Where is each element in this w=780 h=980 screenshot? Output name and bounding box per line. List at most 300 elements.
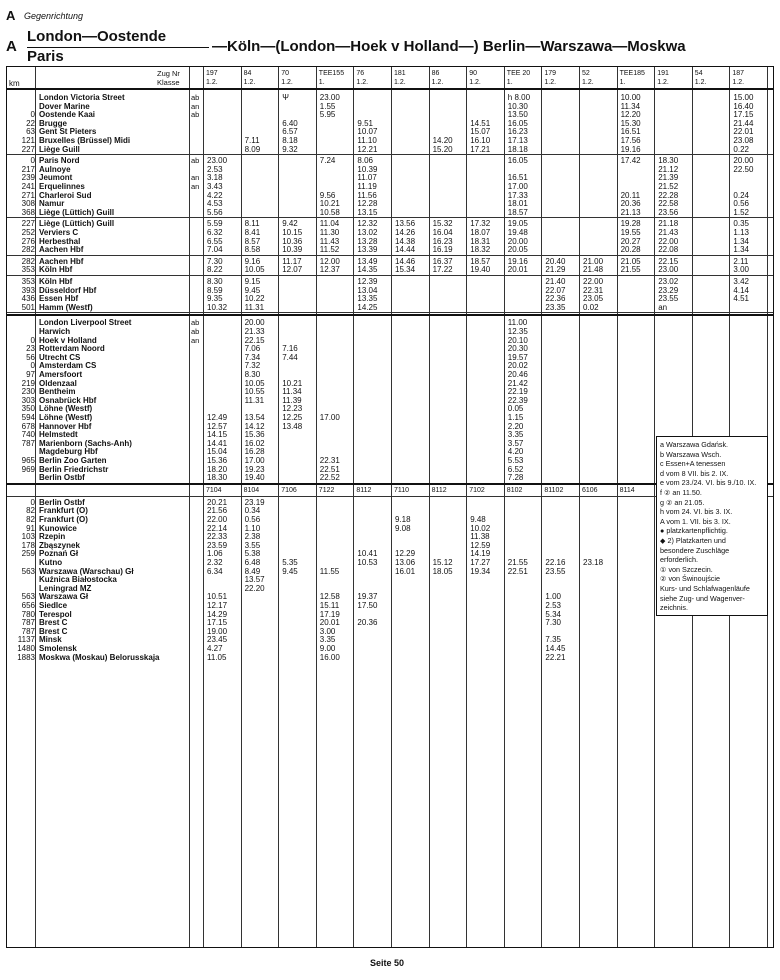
- time-cell: 11.31: [244, 302, 265, 312]
- section-letter: A: [6, 8, 16, 23]
- time-cell: 21.48: [583, 265, 604, 275]
- time-cell: 11.05: [207, 652, 227, 662]
- arr-dep-marker: ab: [191, 327, 200, 336]
- time-cell: 7.35: [545, 635, 561, 645]
- time-cell: 19.55: [620, 228, 641, 237]
- station-name: Brest C: [39, 626, 68, 636]
- time-cell: 17.15: [733, 110, 754, 120]
- time-cell: 1.00: [545, 592, 561, 602]
- time-cell: 21.55: [507, 558, 528, 567]
- time-cell: 20.36: [357, 618, 378, 628]
- time-cell: 8.11: [244, 219, 260, 229]
- time-cell: 22.28: [658, 190, 679, 200]
- time-cell: 16.05: [507, 156, 528, 166]
- train-class: 1.2.: [544, 79, 557, 86]
- time-cell: 22.15: [658, 256, 679, 266]
- header-rule: [7, 88, 773, 90]
- km-value: 0: [30, 110, 35, 120]
- train-number: 81102: [544, 486, 564, 494]
- time-cell: 1.34: [733, 236, 749, 246]
- time-cell: 1.06: [207, 549, 223, 559]
- km-value: 23: [26, 344, 35, 354]
- train-class: 1.2.: [469, 79, 481, 86]
- time-cell: 10.41: [357, 549, 378, 559]
- time-cell: 2.11: [733, 256, 749, 266]
- station-name: Aachen Hbf: [39, 256, 84, 266]
- time-cell: 23.05: [583, 294, 604, 304]
- time-cell: 7.30: [207, 256, 223, 266]
- section-letter-2: A: [6, 38, 17, 55]
- time-cell: 21.55: [620, 265, 641, 275]
- train-number: 6106: [582, 486, 598, 494]
- time-cell: 20.40: [545, 256, 566, 266]
- train-number: 181: [394, 70, 406, 77]
- time-cell: 14.38: [395, 236, 416, 246]
- section-rule: [7, 255, 773, 256]
- time-cell: 5.34: [545, 609, 561, 619]
- time-cell: 10.05: [244, 378, 265, 388]
- arr-dep-marker: ab: [191, 318, 200, 328]
- km-value: 230: [21, 387, 35, 397]
- time-cell: 11.00: [507, 318, 528, 328]
- col-divider: [316, 67, 317, 947]
- time-cell: 4.22: [207, 190, 223, 200]
- time-cell: 10.21: [319, 199, 340, 209]
- time-cell: 12.25: [282, 413, 303, 422]
- train-number: 8114: [619, 486, 635, 494]
- station-name: Osnabrück Hbf: [39, 395, 97, 405]
- time-cell: 9.48: [470, 515, 486, 524]
- train-number: 54: [694, 70, 703, 77]
- time-cell: 22.01: [733, 127, 754, 137]
- time-cell: 0.05: [507, 404, 524, 414]
- time-cell: 10.30: [507, 101, 528, 111]
- time-cell: 5.53: [507, 456, 524, 465]
- km-value: 436: [21, 294, 35, 304]
- time-cell: 10.07: [357, 127, 378, 137]
- col-divider: [391, 67, 392, 947]
- train-class: 1.2.: [356, 79, 369, 86]
- legend-entry: e vom 23./24. VI. bis 9./10. IX.: [660, 478, 757, 488]
- time-cell: 1.34: [733, 245, 749, 255]
- time-cell: 0.02: [583, 302, 599, 312]
- station-name: Kuźnica Białostocka: [39, 575, 117, 585]
- time-cell: 12.29: [395, 549, 416, 559]
- time-cell: 14.26: [395, 228, 416, 237]
- time-cell: 21.52: [658, 182, 679, 191]
- train-number: 179: [544, 70, 557, 77]
- km-value: 1137: [17, 635, 35, 645]
- legend-entry: b Warszawa Wsch.: [660, 449, 722, 459]
- arr-dep-marker: ab: [191, 110, 200, 120]
- time-cell: 23.55: [658, 294, 679, 304]
- time-cell: 7.24: [319, 156, 336, 166]
- km-value: 350: [21, 404, 35, 414]
- time-cell: 4.51: [733, 294, 749, 304]
- time-cell: 1.10: [244, 523, 261, 533]
- origin-line-2: Paris: [27, 48, 64, 65]
- km-value: 241: [21, 182, 35, 191]
- km-value: 0: [30, 156, 35, 166]
- time-cell: 18.20: [207, 464, 228, 474]
- time-cell: 8.57: [244, 236, 261, 246]
- legend-entry: c Essen+A tenessen: [660, 459, 726, 469]
- time-cell: 6.52: [507, 464, 524, 474]
- time-cell: 12.17: [207, 601, 228, 610]
- time-cell: 21.42: [507, 378, 528, 388]
- time-cell: 23.19: [244, 497, 265, 507]
- route-title: —Köln—(London—Hoek v Holland—) Berlin—Warszawa—Moskwa: [212, 38, 686, 55]
- time-cell: 9.56: [319, 190, 336, 200]
- time-cell: 21.13: [620, 207, 641, 217]
- train-number: 7106: [281, 486, 297, 494]
- time-cell: 17.15: [207, 618, 228, 628]
- time-cell: 18.31: [470, 236, 491, 246]
- time-cell: 10.05: [244, 265, 265, 275]
- time-cell: 3.35: [319, 635, 336, 645]
- station-name: Utrecht CS: [39, 352, 81, 362]
- time-cell: 0.24: [733, 190, 749, 200]
- km-value: 353: [21, 277, 35, 286]
- time-cell: 22.50: [733, 164, 754, 174]
- station-name: Poznań Gł: [39, 549, 79, 559]
- time-cell: 19.40: [470, 265, 491, 275]
- time-cell: 10.51: [207, 592, 228, 602]
- station-name: Erquelinnes: [39, 182, 85, 191]
- time-cell: 23.45: [207, 635, 228, 645]
- time-cell: 22.52: [319, 473, 340, 483]
- time-cell: 1.15: [507, 413, 524, 422]
- train-number: 90: [469, 70, 477, 77]
- time-cell: 23.00: [319, 93, 340, 102]
- time-cell: 18.30: [207, 473, 228, 483]
- time-cell: 13.06: [395, 558, 416, 567]
- train-number: 187: [732, 70, 745, 77]
- time-cell: 23.29: [658, 285, 679, 295]
- station-name: Warszawa Gł: [39, 592, 89, 602]
- time-cell: 8.18: [282, 136, 298, 145]
- legend-entry: zeichnis.: [660, 603, 688, 613]
- time-cell: 3.42: [733, 277, 749, 286]
- col-divider: [429, 67, 430, 947]
- time-cell: 11.56: [357, 190, 377, 200]
- time-cell: 23.55: [545, 566, 566, 576]
- time-cell: 21.29: [545, 265, 566, 275]
- time-cell: 17.00: [244, 456, 265, 465]
- time-cell: 13.56: [395, 219, 416, 229]
- time-cell: 8.22: [207, 265, 223, 275]
- station-name: Oldenzaal: [39, 378, 77, 388]
- station-name: Marienborn (Sachs-Anh): [39, 438, 132, 448]
- time-cell: 20.00: [733, 156, 754, 166]
- time-cell: h 8.00: [507, 93, 531, 102]
- time-cell: 14.25: [357, 302, 378, 312]
- time-cell: 20.02: [507, 361, 528, 371]
- time-cell: 19.57: [507, 352, 528, 362]
- time-cell: 10.39: [282, 245, 303, 255]
- time-cell: 22.19: [507, 387, 528, 397]
- time-cell: 21.39: [658, 173, 679, 183]
- time-cell: 6.55: [207, 236, 223, 246]
- time-cell: 4.27: [207, 644, 223, 653]
- station-name: Charleroi Sud: [39, 190, 92, 200]
- train-number: 76: [356, 70, 365, 77]
- time-cell: 20.00: [507, 236, 528, 246]
- time-cell: 18.07: [470, 228, 491, 237]
- time-cell: 22.39: [507, 395, 528, 405]
- km-value: 594: [21, 413, 35, 422]
- km-value: 787: [21, 618, 35, 628]
- train-number: TEE155: [318, 70, 345, 77]
- km-value: 787: [21, 626, 35, 636]
- time-cell: 18.57: [470, 256, 491, 266]
- km-value: 217: [21, 164, 35, 174]
- legend-entry: f ② an 11.50.: [660, 487, 702, 497]
- station-name: Berlin Friedrichstr: [39, 464, 109, 474]
- km-value: 271: [21, 190, 35, 200]
- station-name: Berlin Zoo Garten: [39, 456, 107, 465]
- station-name: London Liverpool Street: [39, 318, 132, 328]
- time-cell: 2.53: [207, 164, 223, 174]
- legend-entry: g ② an 21.05.: [660, 497, 705, 507]
- train-class: 1.2.: [243, 79, 256, 86]
- time-cell: 3.55: [244, 540, 261, 550]
- page-number: Seite 50: [370, 958, 405, 968]
- train-number: 52: [582, 70, 590, 77]
- legend-entry: a Warszawa Gdańsk.: [660, 440, 729, 449]
- station-name: Aachen Hbf: [39, 245, 84, 255]
- time-cell: 3.35: [507, 430, 524, 440]
- time-cell: 14.45: [545, 644, 566, 653]
- time-cell: 21.40: [545, 277, 566, 286]
- time-cell: 16.02: [244, 438, 265, 448]
- station-name: Paris Nord: [39, 156, 80, 166]
- station-name: Berlin Ostbf: [39, 497, 85, 507]
- time-cell: 15.20: [432, 144, 453, 154]
- time-cell: 16.00: [319, 652, 340, 662]
- km-value: 282: [21, 256, 35, 266]
- time-cell: 17.22: [432, 265, 453, 275]
- time-cell: 5.59: [207, 219, 223, 229]
- time-cell: 17.33: [507, 190, 528, 200]
- time-cell: 12.35: [507, 327, 528, 336]
- train-class: 1.2.: [732, 79, 745, 86]
- time-cell: 20.21: [207, 497, 228, 507]
- section-rule: [7, 217, 773, 218]
- time-cell: 21.12: [658, 164, 679, 174]
- legend-entry: ● platzkartenpflichtig.: [660, 526, 728, 536]
- time-cell: 7.44: [282, 352, 298, 362]
- time-cell: 13.48: [282, 421, 303, 431]
- time-cell: 13.57: [244, 575, 265, 585]
- time-cell: 3.43: [207, 182, 223, 191]
- time-cell: 0.34: [244, 506, 261, 516]
- time-cell: 17.32: [470, 219, 491, 229]
- time-cell: 19.37: [357, 592, 378, 602]
- col-divider-abfahrt: [189, 67, 190, 947]
- legend-entry: erforderlich.: [660, 555, 698, 565]
- time-cell: 4.20: [507, 447, 524, 457]
- station-name: Amsterdam CS: [39, 361, 97, 371]
- km-value: 965: [21, 456, 35, 465]
- time-cell: 0.56: [733, 199, 749, 209]
- km-value: 563: [21, 566, 35, 576]
- km-value: 259: [21, 549, 35, 559]
- time-cell: 22.51: [507, 566, 528, 576]
- time-cell: 22.31: [583, 285, 604, 295]
- train-class: 1.2.: [582, 79, 594, 86]
- time-cell: 20.05: [507, 245, 528, 255]
- col-divider: [541, 67, 542, 947]
- station-name: Smolensk: [39, 644, 77, 653]
- time-cell: 18.05: [432, 566, 453, 576]
- km-value: 103: [21, 532, 35, 542]
- km-value: 787: [21, 438, 35, 448]
- time-cell: 10.21: [282, 378, 303, 388]
- time-cell: 12.20: [620, 110, 641, 120]
- arr-dep-marker: an: [191, 335, 200, 345]
- time-cell: 19.48: [507, 228, 528, 237]
- time-cell: 18.57: [507, 207, 528, 217]
- time-cell: 13.15: [357, 207, 378, 217]
- legend-entry: ◆ 2) Platzkarten und: [660, 535, 726, 545]
- arr-dep-marker: an: [191, 182, 200, 191]
- station-name: Hoek v Holland: [39, 335, 97, 345]
- station-name: Liège Guill: [39, 144, 80, 154]
- km-value: 121: [21, 136, 35, 145]
- time-cell: 17.00: [507, 182, 528, 191]
- station-name: Köln Hbf: [39, 265, 73, 275]
- time-cell: 16.40: [733, 101, 754, 111]
- km-value: 308: [21, 199, 35, 209]
- km-value: 227: [21, 219, 35, 229]
- time-cell: 1.13: [733, 228, 749, 237]
- time-cell: 12.57: [207, 421, 228, 431]
- km-value: 303: [21, 395, 35, 405]
- time-cell: 22.31: [319, 456, 340, 465]
- time-cell: 11.39: [282, 395, 302, 405]
- time-cell: 16.04: [432, 228, 453, 237]
- station-name: Herbesthal: [39, 236, 81, 246]
- station-name: Frankfurt (O): [39, 506, 88, 516]
- time-cell: 8.59: [207, 285, 223, 295]
- section-rule: [7, 312, 773, 313]
- km-value: 63: [26, 127, 35, 137]
- train-number: 8112: [356, 486, 372, 494]
- station-name: Liège (Lüttich) Guill: [39, 207, 115, 217]
- time-cell: 8.58: [244, 245, 261, 255]
- time-cell: 11.19: [357, 182, 377, 191]
- time-cell: 10.58: [319, 207, 340, 217]
- arr-dep-marker: an: [191, 101, 200, 111]
- station-name: Brest C: [39, 618, 68, 628]
- train-number: 191: [657, 70, 669, 77]
- station-name: Hamm (Westf): [39, 302, 93, 312]
- train-number: 7110: [394, 486, 410, 494]
- km-value: 178: [21, 540, 35, 550]
- time-cell: 21.00: [583, 256, 604, 266]
- time-cell: 7.16: [282, 344, 298, 354]
- legend-entry: ① von Szczecin.: [660, 564, 713, 574]
- time-cell: 19.16: [620, 144, 641, 154]
- time-cell: 14.44: [395, 245, 416, 255]
- time-cell: 10.15: [282, 228, 303, 237]
- time-cell: 22.16: [545, 558, 566, 567]
- train-number: 7122: [318, 486, 335, 494]
- station-name: Köln Hbf: [39, 277, 73, 286]
- time-cell: 17.00: [319, 413, 340, 422]
- time-cell: 20.27: [620, 236, 641, 246]
- time-cell: 9.51: [357, 118, 373, 128]
- time-cell: 19.05: [507, 219, 528, 229]
- station-name: Jeumont: [39, 173, 73, 183]
- time-cell: 7.34: [244, 352, 261, 362]
- time-cell: 4.53: [207, 199, 223, 209]
- time-cell: 10.39: [357, 164, 378, 174]
- time-cell: Ψ: [282, 93, 289, 102]
- time-cell: 9.15: [244, 277, 261, 286]
- time-cell: 20.11: [620, 190, 641, 200]
- time-cell: 20.01: [507, 265, 528, 275]
- time-cell: 16.05: [507, 118, 528, 128]
- km-value: 780: [21, 609, 35, 619]
- station-name: Aulnoye: [39, 164, 71, 174]
- time-cell: 18.32: [470, 245, 491, 255]
- section-rule: [7, 275, 773, 276]
- km-value: 656: [21, 601, 35, 610]
- time-cell: 13.28: [357, 236, 378, 246]
- time-cell: 6.34: [207, 566, 223, 576]
- time-cell: 23.56: [658, 207, 679, 217]
- time-cell: 16.19: [432, 245, 453, 255]
- time-cell: 22.14: [207, 523, 228, 533]
- time-cell: 11.43: [319, 236, 340, 246]
- time-cell: 2.53: [545, 601, 561, 610]
- time-cell: 9.35: [207, 294, 223, 304]
- time-cell: 13.04: [357, 285, 378, 295]
- col-divider: [278, 67, 279, 947]
- time-cell: 6.48: [244, 558, 261, 567]
- time-cell: 1.55: [319, 101, 336, 111]
- km-value: 1480: [17, 644, 35, 653]
- station-name: Liège (Lüttich) Guill: [39, 219, 115, 229]
- time-cell: 13.35: [357, 294, 378, 304]
- station-name: Rzepin: [39, 532, 66, 542]
- direction-label: Gegenrichtung: [24, 11, 84, 21]
- time-cell: 8.41: [244, 228, 261, 237]
- train-class: 1.: [318, 79, 325, 86]
- train-number: 7104: [206, 486, 222, 494]
- time-cell: 21.43: [658, 228, 679, 237]
- time-cell: 23.00: [207, 156, 228, 166]
- station-name: Bentheim: [39, 387, 76, 397]
- km-value: 82: [26, 506, 35, 516]
- time-cell: 12.07: [282, 265, 303, 275]
- km-value: 252: [21, 228, 35, 237]
- lower-block-rule: [7, 314, 773, 316]
- time-cell: 10.55: [244, 387, 265, 397]
- time-cell: 12.28: [357, 199, 378, 209]
- time-cell: 9.00: [319, 644, 336, 653]
- time-cell: 14.15: [207, 430, 228, 440]
- time-cell: 17.50: [357, 601, 378, 610]
- station-name: Berlin Ostbf: [39, 473, 85, 483]
- col-divider-km: [35, 67, 36, 947]
- time-cell: 19.40: [244, 473, 265, 483]
- station-name: Gent St Pieters: [39, 127, 97, 137]
- time-cell: 22.00: [583, 277, 604, 286]
- train-class: 1.2.: [394, 79, 406, 86]
